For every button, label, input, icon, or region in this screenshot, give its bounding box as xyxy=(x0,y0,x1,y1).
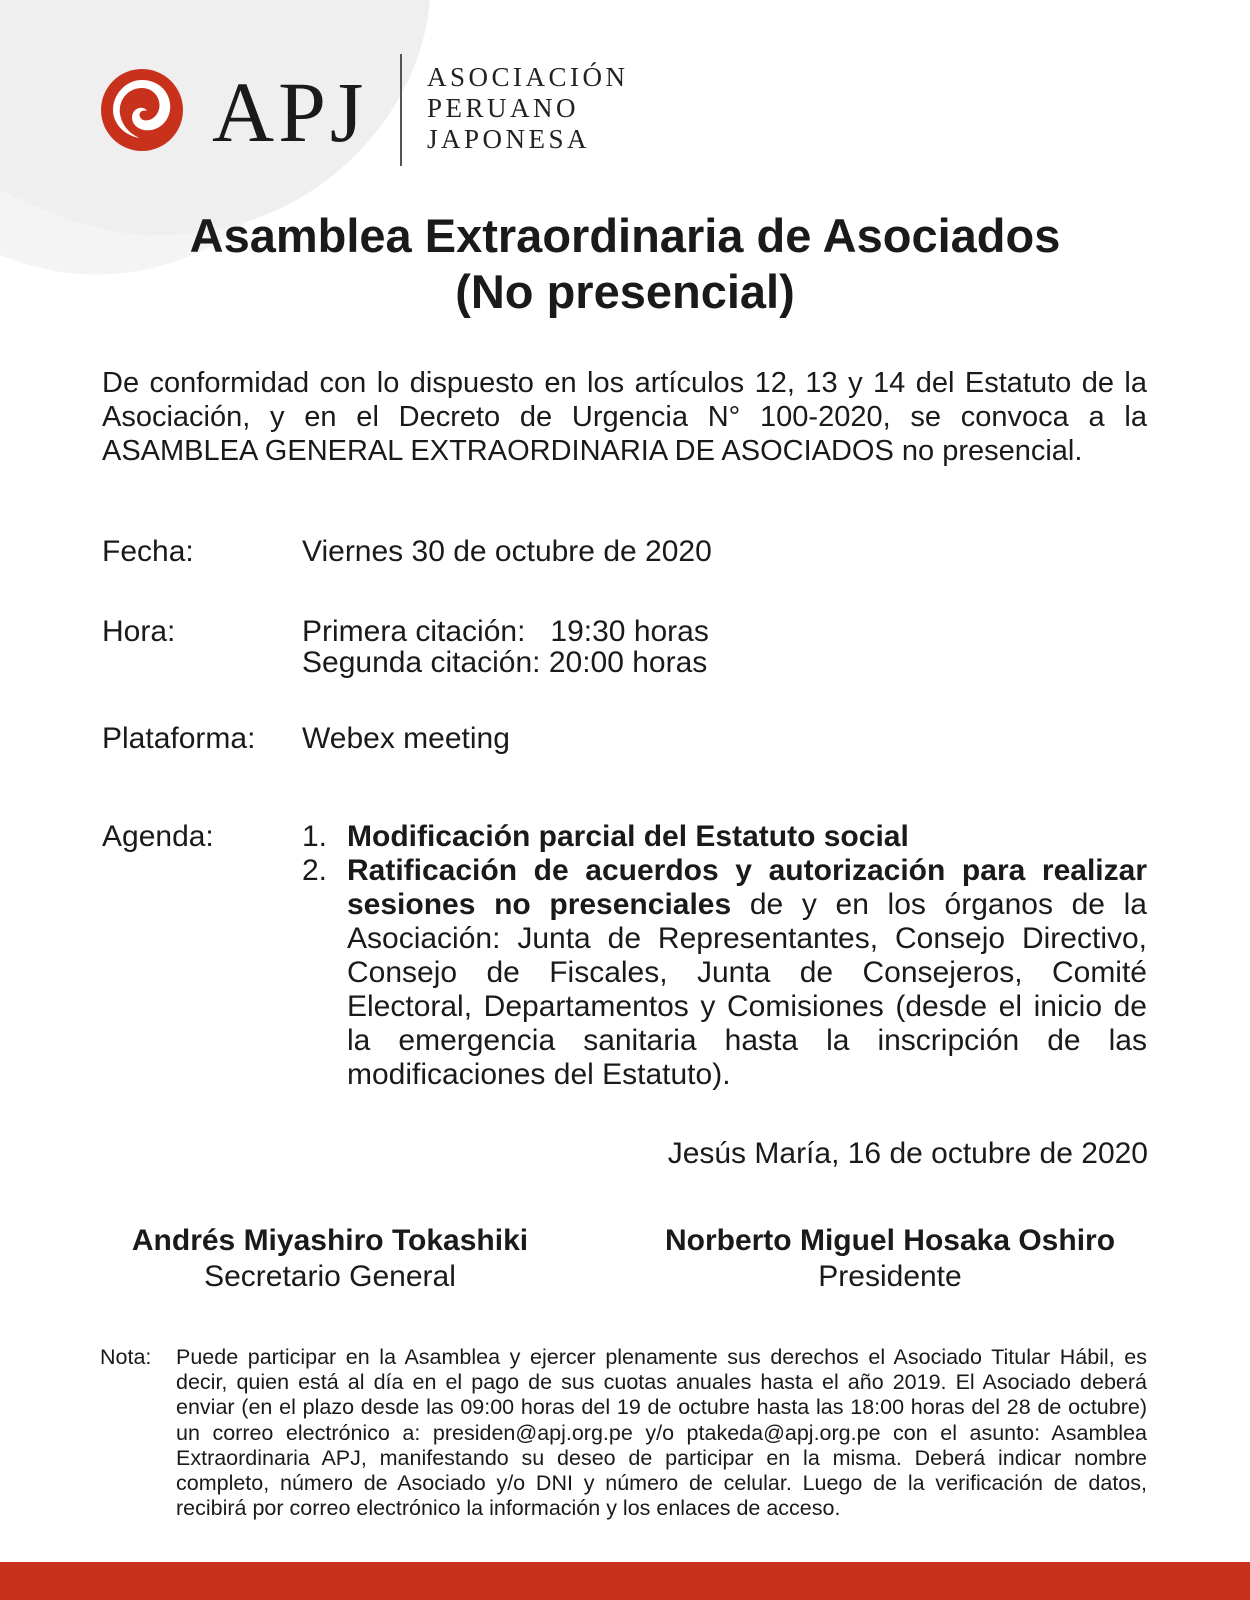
agenda-item-number: 2. xyxy=(302,854,328,887)
signer-role: Secretario General xyxy=(204,1260,456,1293)
note-label: Nota: xyxy=(100,1345,152,1369)
title-line-2: (No presencial) xyxy=(455,265,795,318)
agenda-item-number: 1. xyxy=(302,820,328,853)
signer-secretary xyxy=(100,1223,560,1295)
place-date: Jesús María, 16 de octubre de 2020 xyxy=(667,1137,1148,1170)
agenda-item xyxy=(302,820,1147,854)
logo-abbreviation: APJ xyxy=(212,64,368,160)
signer-president xyxy=(630,1223,1150,1295)
agenda-item-rest: de y en los órganos de la Asociación: Junta de Representantes, Consejo Directivo, Consejo de Fiscales, Junta de Consejeros, Comité Electoral, Departamentos y Comisiones (desde el inicio de la emergencia sanitaria hasta la inscripción de las modificaciones del Estatuto). xyxy=(347,888,1147,1091)
intro-paragraph: De conformidad con lo dispuesto en los artículos 12, 13 y 14 del Estatuto de la Asociación, y en el Decreto de Urgencia N° 100-2020, se convoca a la ASAMBLEA GENERAL EXTRAORDINARIA DE ASOCIADOS no presencial. xyxy=(102,367,1147,467)
signer-name: Andrés Miyashiro Tokashiki xyxy=(131,1224,529,1257)
hora-label: Hora: xyxy=(102,615,176,648)
segunda-citacion: Segunda citación: 20:00 horas xyxy=(302,646,708,679)
agenda-item-text xyxy=(347,820,1147,854)
agenda-item-text xyxy=(347,854,1147,1092)
plataforma-label: Plataforma: xyxy=(102,722,256,755)
logo-name-line: JAPONESA xyxy=(427,124,591,154)
agenda-item xyxy=(302,854,1147,1092)
fecha-label: Fecha: xyxy=(102,535,194,568)
signer-role: Presidente xyxy=(818,1260,962,1293)
logo-name-line: ASOCIACIÓN xyxy=(427,62,629,92)
primera-citacion: Primera citación: 19:30 horas xyxy=(302,615,709,648)
signer-name: Norberto Miguel Hosaka Oshiro xyxy=(664,1224,1116,1257)
title-line-1: Asamblea Extraordinaria de Asociados xyxy=(189,209,1061,262)
note-text: Puede participar en la Asamblea y ejercer plenamente sus derechos el Asociado Titular Hábil, es decir, quien está al día en el pago de sus cuotas anuales hasta el año 2019. El Asociado deberá enviar (en el plazo desde las 09:00 horas del 19 de octubre hasta las 18:00 horas del 28 de octubre) un correo electrónico a: presiden@apj.org.pe y/o ptakeda@apj.org.pe con el asunto: Asamblea Extraordinaria APJ, manifestando su deseo de participar en la misma. Deberá indicar nombre completo, número de Asociado y/o DNI y número de celular. Luego de la verificación de datos, recibirá por correo electrónico la información y los enlaces de acceso. xyxy=(176,1345,1147,1521)
agenda-item-bold: Modificación parcial del Estatuto social xyxy=(347,820,909,853)
fecha-value: Viernes 30 de octubre de 2020 xyxy=(302,535,712,568)
hora-value xyxy=(302,616,709,678)
apj-swirl-logo-icon xyxy=(100,68,184,152)
logo-divider xyxy=(400,54,402,166)
document-title xyxy=(0,208,1250,320)
agenda-label: Agenda: xyxy=(102,820,214,853)
footer-red-bar xyxy=(0,1562,1250,1600)
logo-organization-name xyxy=(427,62,629,155)
agenda-list xyxy=(302,820,1147,1092)
plataforma-value: Webex meeting xyxy=(302,722,510,755)
agenda-item-bold: Ratificación de acuerdos y autorización para realizar sesiones no presenciales xyxy=(347,854,1147,921)
logo-name-line: PERUANO xyxy=(427,93,580,123)
